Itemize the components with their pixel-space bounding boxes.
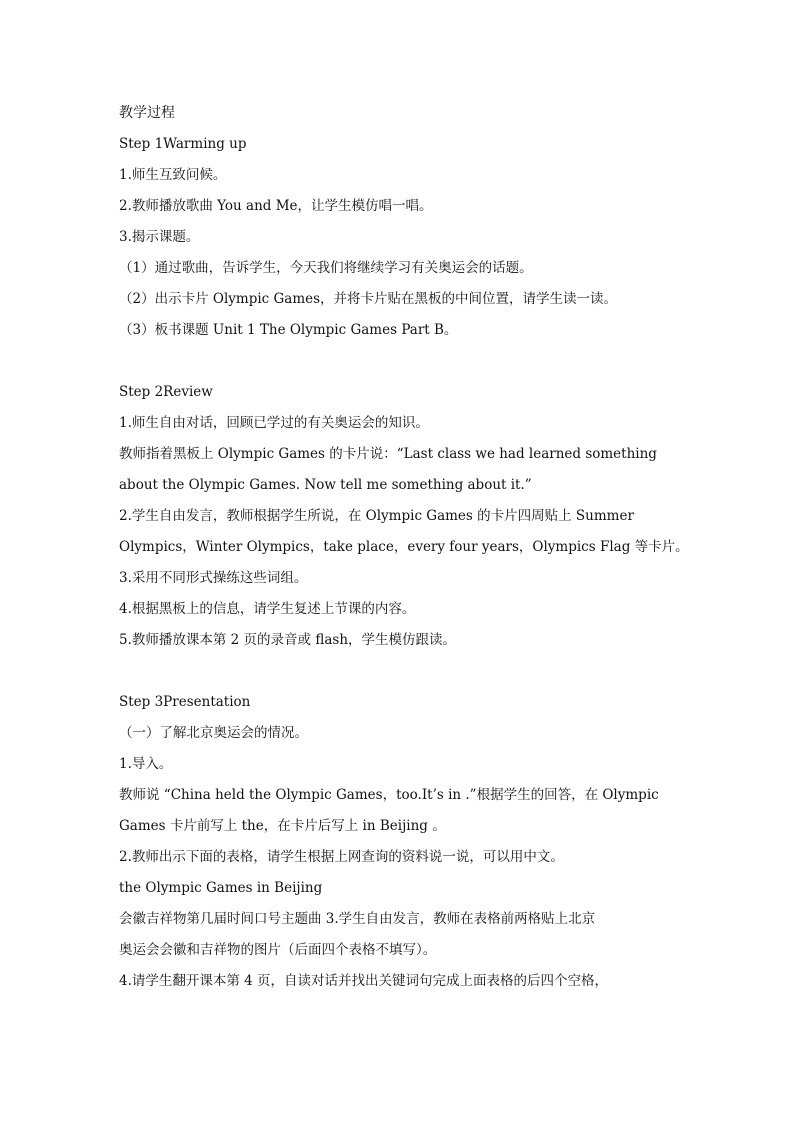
- step1-line: 2.教师播放歌曲 You and Me，让学生模仿唱一唱。: [119, 198, 433, 214]
- step2-line: about the Olympic Games. Now tell me something about it.”: [119, 477, 532, 493]
- step3-line: （一）了解北京奥运会的情况。: [119, 725, 308, 741]
- document-page: [119, 98, 689, 997]
- step3-line: 2.教师出示下面的表格，请学生根据上网查询的资料说一说，可以用中文。: [119, 849, 564, 865]
- step2-line: 1.师生自由对话，回顾已学过的有关奥运会的知识。: [119, 415, 429, 431]
- step3-line: 教师说 “China held the Olympic Games，too.It’s in .”根据学生的回答，在 Olympic: [119, 787, 659, 803]
- step3-line: Games 卡片前写上 the，在卡片后写上 in Beijing 。: [119, 818, 446, 834]
- step2-line: 2.学生自由发言，教师根据学生所说，在 Olympic Games 的卡片四周贴上 Summer: [119, 508, 634, 524]
- step1-heading: Step 1Warming up: [119, 136, 247, 152]
- step3-line: 奥运会会徽和吉祥物的图片（后面四个表格不填写）。: [119, 942, 437, 958]
- table-caption: the Olympic Games in Beijing: [119, 880, 323, 896]
- step3-line: 4.请学生翻开课本第 4 页，自读对话并找出关键词句完成上面表格的后四个空格，: [119, 973, 609, 989]
- document-title: 教学过程: [119, 105, 175, 121]
- step3-line: 1.导入。: [119, 756, 173, 772]
- paragraph-spacer: [119, 346, 679, 377]
- step1-line: （3）板书课题 Unit 1 The Olympic Games Part B。: [119, 322, 458, 338]
- step2-line: 3.采用不同形式操练这些词组。: [119, 570, 308, 586]
- step2-heading: Step 2Review: [119, 384, 213, 400]
- step2-line: 教师指着黑板上 Olympic Games 的卡片说：“Last class we had learned something: [119, 446, 657, 462]
- paragraph-spacer: [119, 656, 679, 687]
- step2-line: Olympics，Winter Olympics，take place，every four years，Olympics Flag 等卡片。: [119, 539, 689, 555]
- step2-line: 5.教师播放课本第 2 页的录音或 flash，学生模仿跟读。: [119, 632, 457, 648]
- step3-heading: Step 3Presentation: [119, 694, 251, 710]
- step1-line: （2）出示卡片 Olympic Games，并将卡片贴在黑板的中间位置，请学生读一读。: [119, 291, 618, 307]
- step1-line: 1.师生互致问候。: [119, 167, 227, 183]
- step3-line: 会徽吉祥物第几届时间口号主题曲 3.学生自由发言，教师在表格前两格贴上北京: [119, 911, 596, 927]
- step1-line: 3.揭示课题。: [119, 229, 200, 245]
- step2-line: 4.根据黑板上的信息，请学生复述上节课的内容。: [119, 601, 416, 617]
- step1-line: （1）通过歌曲，告诉学生，今天我们将继续学习有关奥运会的话题。: [119, 260, 533, 276]
